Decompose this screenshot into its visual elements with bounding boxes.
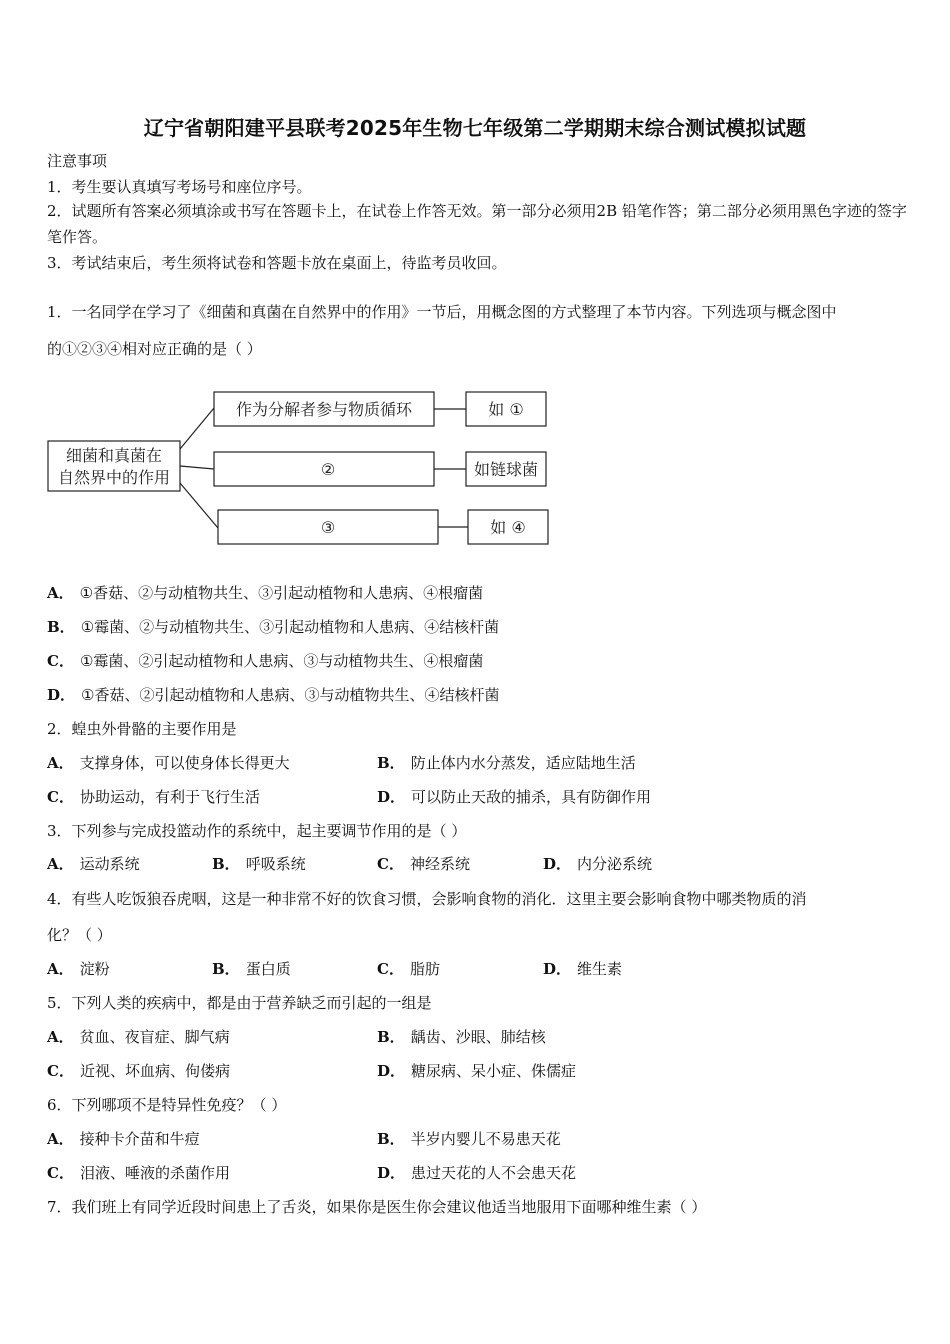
option-text: 维生素 [577, 960, 623, 978]
option-key: B． [377, 1130, 405, 1148]
root-label-line1: 细菌和真菌在 [65, 446, 163, 465]
q5-option-c [47, 1060, 230, 1081]
option-text: 糖尿病、呆小症、侏儒症 [411, 1062, 577, 1080]
q3-stem: 3．下列参与完成投篮动作的系统中，起主要调节作用的是（ ） [47, 822, 467, 840]
q1-option-b [47, 616, 499, 637]
option-text: 内分泌系统 [577, 855, 653, 873]
option-text: 可以防止天敌的捕杀，具有防御作用 [411, 788, 652, 806]
q4-stem-line2: 化？（ ） [47, 926, 112, 944]
q5-option-b [377, 1026, 546, 1047]
option-text: 脂肪 [409, 960, 440, 978]
option-key: C． [47, 652, 74, 670]
notice-item-3: 3．考试结束后，考生须将试卷和答题卡放在桌面上，待监考员收回。 [47, 254, 507, 272]
option-text: 近视、坏血病、佝偻病 [79, 1062, 230, 1080]
option-text: 半岁内婴儿不易患天花 [410, 1130, 561, 1148]
branch1-label: 作为分解者参与物质循环 [235, 400, 413, 419]
option-key: D． [543, 855, 572, 873]
q3-option-c [377, 853, 470, 874]
option-key: A． [47, 754, 74, 772]
option-key: A． [47, 855, 74, 873]
option-key: D． [377, 1062, 406, 1080]
q6-option-c [47, 1162, 230, 1183]
option-text: ①香菇、②与动植物共生、③引起动植物和人患病、④根瘤菌 [79, 584, 484, 602]
option-key: C． [377, 855, 404, 873]
option-key: D． [543, 960, 572, 978]
option-key: B． [377, 1028, 405, 1046]
q1-option-c [47, 650, 483, 671]
option-text: 贫血、夜盲症、脚气病 [79, 1028, 230, 1046]
option-text: 蛋白质 [245, 960, 291, 978]
connector-root-branch2 [180, 466, 214, 469]
option-text: 运动系统 [79, 855, 140, 873]
option-text: 龋齿、沙眼、肺结核 [410, 1028, 546, 1046]
option-text: 协助运动，有利于飞行生活 [79, 788, 260, 806]
option-text: 呼吸系统 [245, 855, 306, 873]
root-label-line2: 自然界中的作用 [57, 468, 171, 487]
q4-stem-line1: 4．有些人吃饭狼吞虎咽，这是一种非常不好的饮食习惯，会影响食物的消化．这里主要会影响食物中哪类物质的消 [47, 890, 807, 908]
option-key: D． [377, 1164, 406, 1182]
option-key: B． [377, 754, 405, 772]
concept-map-svg [44, 378, 554, 556]
option-key: D． [47, 686, 76, 704]
q2-option-b [377, 752, 636, 773]
page-title: 辽宁省朝阳建平县联考2025年生物七年级第二学期期末综合测试模拟试题 [143, 116, 807, 140]
q6-option-d [377, 1162, 576, 1183]
q1-stem-line2: 的①②③④相对应正确的是（ ） [47, 340, 262, 358]
option-text: 泪液、唾液的杀菌作用 [79, 1164, 230, 1182]
leaf3-label: 如 ④ [490, 518, 526, 537]
q5-option-a [47, 1026, 230, 1047]
option-text: 淀粉 [79, 960, 110, 978]
option-key: B． [47, 618, 75, 636]
option-text: 支撑身体，可以使身体长得更大 [79, 754, 290, 772]
option-text: 神经系统 [409, 855, 470, 873]
q6-option-a [47, 1128, 200, 1149]
option-key: D． [377, 788, 406, 806]
q4-option-b [212, 958, 291, 979]
option-key: A． [47, 960, 74, 978]
option-key: C． [47, 788, 74, 806]
q3-option-b [212, 853, 306, 874]
option-key: C． [377, 960, 404, 978]
option-text: 患过天花的人不会患天花 [411, 1164, 577, 1182]
connector-root-branch3 [180, 483, 218, 528]
option-text: ①香菇、②引起动植物和人患病、③与动植物共生、④结核杆菌 [81, 686, 500, 704]
option-key: A． [47, 1028, 74, 1046]
q4-option-c [377, 958, 440, 979]
q4-option-d [543, 958, 622, 979]
q2-option-d [377, 786, 651, 807]
q1-option-a [47, 582, 483, 603]
notice-item-2: 2．试题所有答案必须填涂或书写在答题卡上，在试卷上作答无效。第一部分必须用2B 铅笔作答；第二部分必须用黑色字迹的签字笔作答。 [47, 202, 907, 246]
q1-option-d [47, 684, 499, 705]
connector-root-branch1 [180, 408, 214, 449]
option-text: ①霉菌、②与动植物共生、③引起动植物和人患病、④结核杆菌 [80, 618, 500, 636]
option-text: 接种卡介苗和牛痘 [79, 1130, 200, 1148]
option-key: B． [212, 855, 240, 873]
q6-option-b [377, 1128, 561, 1149]
option-text: ①霉菌、②引起动植物和人患病、③与动植物共生、④根瘤菌 [79, 652, 484, 670]
notice-item-1: 1．考生要认真填写考场号和座位序号。 [47, 178, 312, 196]
q7-stem: 7．我们班上有同学近段时间患上了舌炎，如果你是医生你会建议他适当地服用下面哪种维生素（ ） [47, 1198, 707, 1216]
option-key: A． [47, 584, 74, 602]
q2-option-a [47, 752, 290, 773]
q3-option-d [543, 853, 652, 874]
notice-heading: 注意事项 [47, 152, 108, 170]
q3-option-a [47, 853, 140, 874]
concept-map [44, 378, 554, 556]
option-text: 防止体内水分蒸发，适应陆地生活 [410, 754, 636, 772]
q1-stem-line1: 1．一名同学在学习了《细菌和真菌在自然界中的作用》一节后，用概念图的方式整理了本节内容。下列选项与概念图中 [47, 303, 837, 321]
q2-option-c [47, 786, 260, 807]
option-key: C． [47, 1164, 74, 1182]
q2-stem: 2．蝗虫外骨骼的主要作用是 [47, 720, 237, 738]
branch3-label: ③ [320, 518, 336, 537]
q5-stem: 5．下列人类的疾病中，都是由于营养缺乏而引起的一组是 [47, 994, 432, 1012]
leaf1-label: 如 ① [488, 400, 524, 419]
option-key: B． [212, 960, 240, 978]
q5-option-d [377, 1060, 576, 1081]
q6-stem: 6．下列哪项不是特异性免疫？（ ） [47, 1096, 287, 1114]
option-key: C． [47, 1062, 74, 1080]
branch2-label: ② [320, 460, 336, 479]
option-key: A． [47, 1130, 74, 1148]
q4-option-a [47, 958, 110, 979]
leaf2-label: 如链球菌 [473, 460, 539, 479]
